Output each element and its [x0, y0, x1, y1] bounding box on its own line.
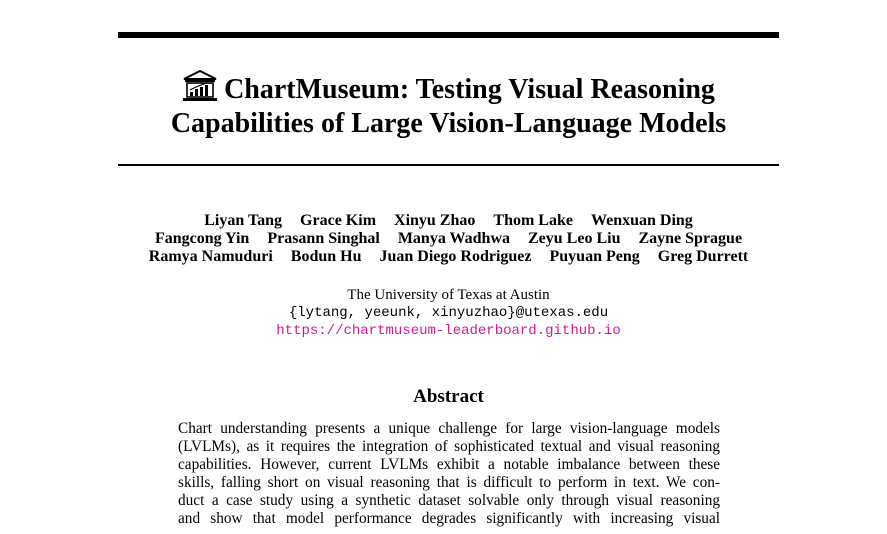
author-name: Thom Lake	[493, 212, 573, 229]
author-name: Bodun Hu	[290, 248, 362, 265]
author-name: Liyan Tang	[204, 212, 283, 229]
author-name: Grace Kim	[300, 212, 377, 229]
author-row-1	[118, 212, 779, 230]
abstract-heading: Abstract	[413, 386, 484, 407]
abstract-line: and show that model performance degrades significantly with increasing visual	[178, 510, 720, 528]
title-text-1: ChartMuseum: Testing Visual Reasoning	[224, 74, 715, 105]
author-name: Juan Diego Rodriguez	[379, 248, 532, 265]
abstract-line: duct a case study using a synthetic dataset solvable only through visual reasoning	[178, 492, 720, 510]
author-list	[118, 212, 779, 266]
author-row-3	[118, 248, 779, 266]
author-name: Zeyu Leo Liu	[528, 230, 621, 247]
author-name: Fangcong Yin	[154, 230, 250, 247]
leaderboard-link[interactable]: https://chartmuseum-leaderboard.github.io	[276, 323, 621, 339]
title-line-2: Capabilities of Large Vision-Language Models	[170, 108, 727, 139]
museum-icon	[182, 70, 218, 102]
author-name: Ramya Namuduri	[148, 248, 273, 265]
author-name: Zayne Sprague	[638, 230, 743, 247]
author-name: Xinyu Zhao	[394, 212, 476, 229]
author-emails: {lytang, yeeunk, xinyuzhao}@utexas.edu	[288, 305, 609, 321]
author-name: Prasann Singhal	[267, 230, 380, 247]
author-name: Wenxuan Ding	[590, 212, 693, 229]
abstract-text	[178, 420, 720, 529]
abstract-line: Chart understanding presents a unique challenge for large vision-language models	[178, 420, 720, 437]
author-name: Manya Wadhwa	[397, 230, 510, 247]
institution-name: The University of Texas at Austin	[347, 287, 550, 303]
top-rule	[118, 32, 779, 38]
paper-title	[118, 70, 779, 141]
title-line-1	[118, 70, 779, 107]
abstract-line: skills, falling short on visual reasoning that is difficult to perform in text. We con-	[178, 474, 720, 492]
author-name: Greg Durrett	[657, 248, 749, 265]
author-name: Puyuan Peng	[549, 248, 640, 265]
abstract-line: (LVLMs), as it requires the integration of sophisticated textual and visual reasoning	[178, 438, 720, 456]
author-row-2	[118, 230, 779, 248]
affiliation-block	[118, 286, 779, 340]
title-rule	[118, 164, 779, 166]
abstract-line: capabilities. However, current LVLMs exhibit a notable imbalance between these	[178, 456, 720, 474]
